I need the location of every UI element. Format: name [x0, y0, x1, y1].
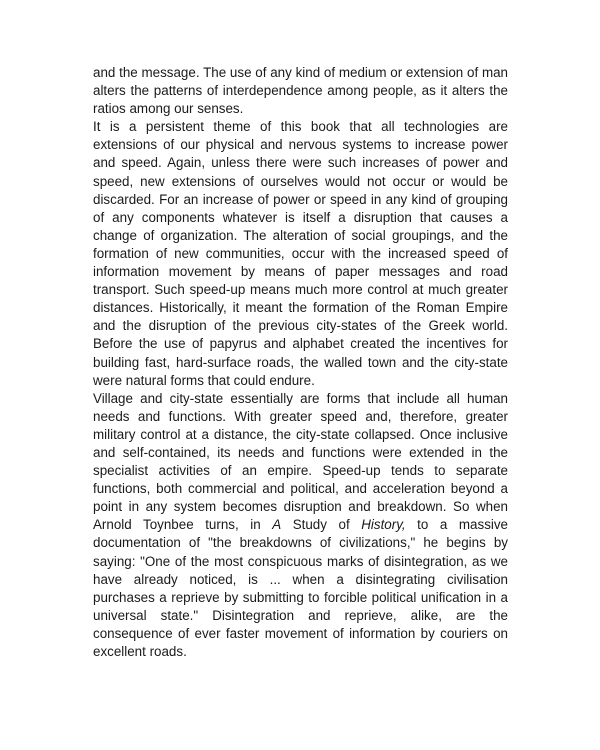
- paragraph-1: and the message. The use of any kind of medium or extension of man alters the patterns of interdependence among people, as it alters the ratios among our senses.: [93, 65, 508, 117]
- paragraph-3-text-after: to a massive documentation of "the breakdowns of civilizations," he begins by saying: "One of the most conspicuous marks of disintegration, as we have already noticed, is ... when a disintegrating civilisation purchases a reprieve by submitting to forcible political unification in a universal state." Disintegration and reprieve, alike, are the consequence of ever faster movement of information by couriers on excellent roads.: [93, 517, 509, 659]
- book-title-middle: Study of: [281, 517, 362, 533]
- paragraph-3-text-before: Village and city-state essentially are forms that include all human needs and functions. With greater speed and, therefore, greater military control at a distance, the city-state collapsed. Once inclusive and self-contained, its needs and functions were extended in the specialist activities of an empire. Speed-up tends to separate functions, both commercial and political, and acceleration beyond a point in any system becomes disruption and breakdown. So when Arnold Toynbee turns, in: [93, 390, 508, 533]
- book-title-part-2: History,: [361, 517, 406, 533]
- book-title-part-1: A: [272, 517, 282, 533]
- paragraph-3: [93, 390, 508, 661]
- paragraph-2: It is a persistent theme of this book that all technologies are extensions of our physical and nervous systems to increase power and speed. Again, unless there were such increases of power and speed, new extensions of ourselves would not occur or would be discarded. For an increase of power or speed in any kind of grouping of any components whatever is itself a disruption that causes a change of organization. The alteration of social groupings, and the formation of new communities, occur with the increased speed of information movement by means of paper messages and road transport. Such speed-up means much more control at much greater distances. Historically, it meant the formation of the Roman Empire and the disruption of the previous city-states of the Greek world. Before the use of papyrus and alphabet created the incentives for building fast, hard-surface roads, the walled town and the city-state were natural forms that could endure.: [93, 119, 508, 388]
- document-page: [93, 64, 508, 661]
